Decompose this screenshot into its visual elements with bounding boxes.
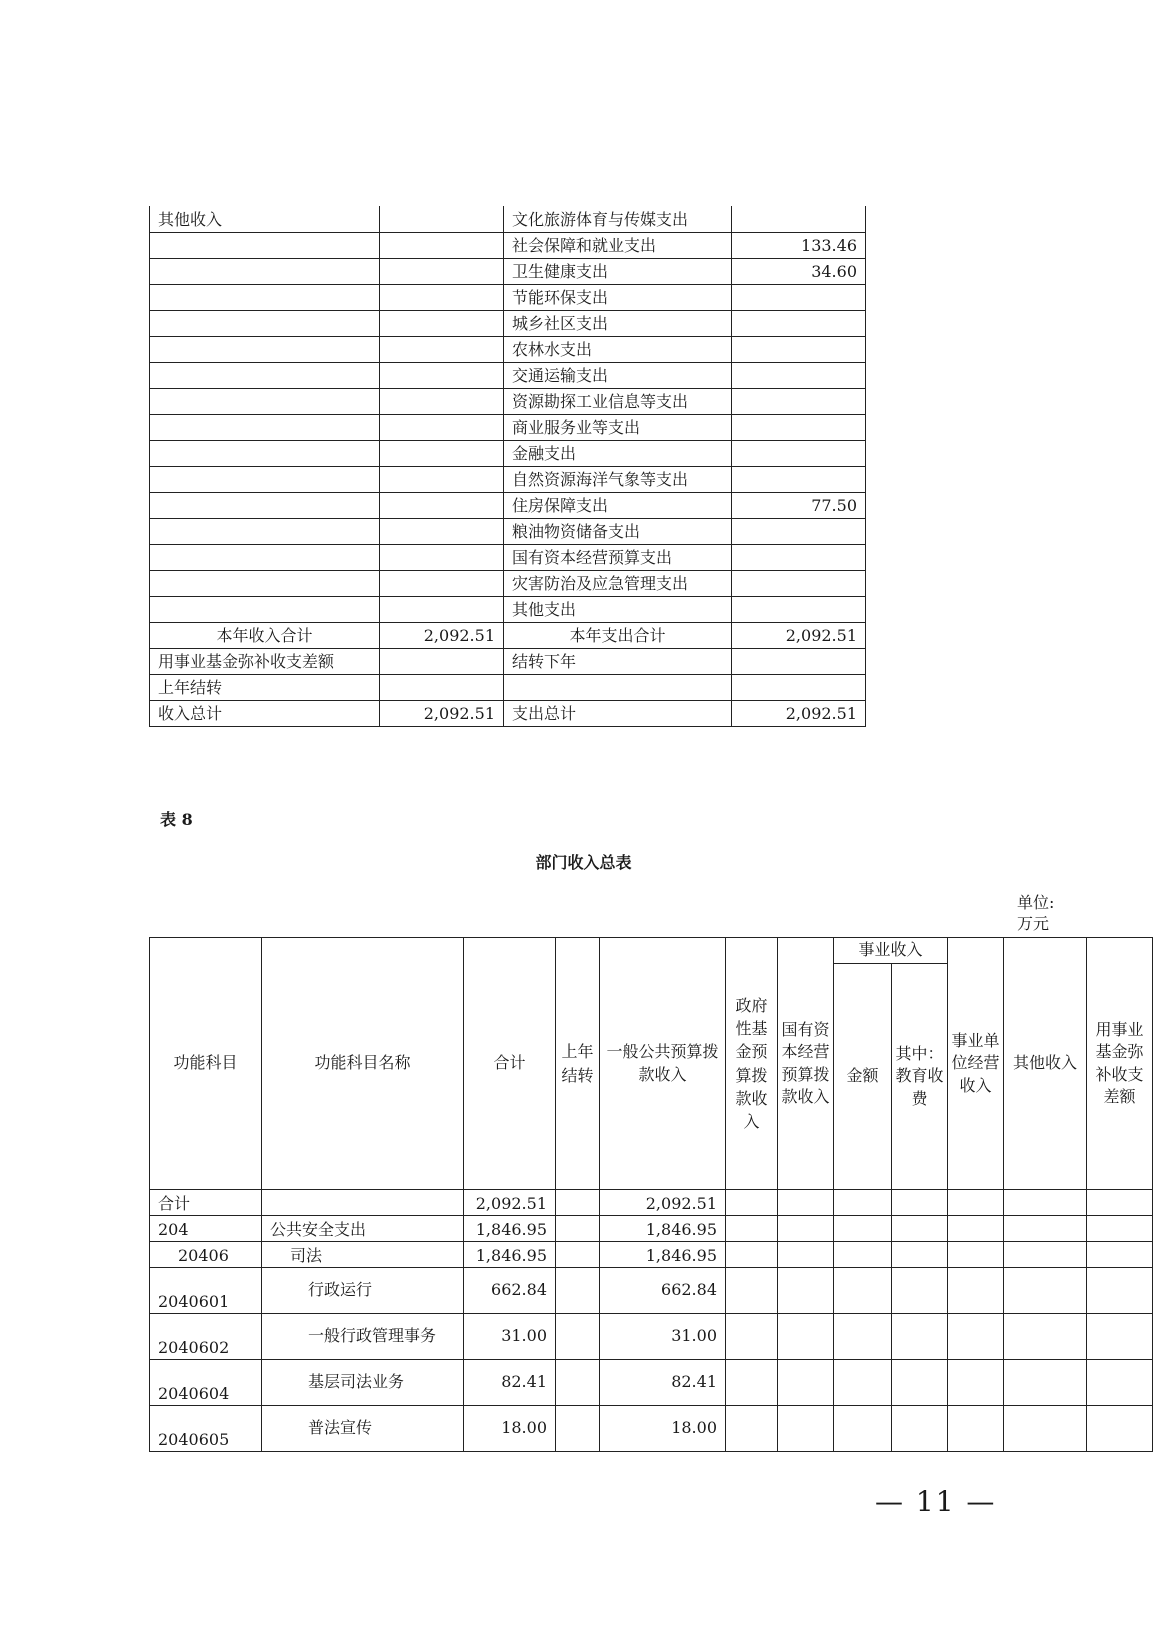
row-general: 31.00 <box>600 1314 726 1360</box>
row-other-income <box>1004 1216 1087 1242</box>
income-amount <box>380 284 504 310</box>
row-fund-offset <box>1087 1242 1153 1268</box>
row-code: 合计 <box>150 1190 262 1216</box>
row-carryover <box>556 1216 600 1242</box>
header-general-budget: 一般公共预算拨款收入 <box>600 938 726 1190</box>
header-name: 功能科目名称 <box>262 938 464 1190</box>
row-other-income <box>1004 1360 1087 1406</box>
row-unit-operating <box>948 1314 1004 1360</box>
row-unit-operating <box>948 1360 1004 1406</box>
income-item <box>150 570 380 596</box>
row-business-edu <box>892 1242 948 1268</box>
unit-label-line: 万元 <box>1017 913 1050 933</box>
income-item <box>150 388 380 414</box>
row-total: 1,846.95 <box>464 1242 556 1268</box>
table-row <box>150 570 866 596</box>
unit-label <box>1017 893 1054 935</box>
table-row <box>150 362 866 388</box>
row-other-income <box>1004 1406 1087 1452</box>
income-amount <box>380 544 504 570</box>
row-gov-fund <box>726 1360 778 1406</box>
row-name: 司法 <box>262 1242 464 1268</box>
expense-amount: 133.46 <box>732 232 866 258</box>
expense-item: 支出总计 <box>504 700 732 726</box>
income-amount <box>380 518 504 544</box>
income-amount: 2,092.51 <box>380 700 504 726</box>
income-expense-table <box>149 206 866 727</box>
row-total: 82.41 <box>464 1360 556 1406</box>
header-business-amount: 金额 <box>834 964 892 1190</box>
header-gov-fund: 政府性基金预算拨款收入 <box>726 938 778 1190</box>
row-fund-offset <box>1087 1314 1153 1360</box>
row-other-income <box>1004 1242 1087 1268</box>
income-item <box>150 440 380 466</box>
row-gov-fund <box>726 1268 778 1314</box>
expense-item: 国有资本经营预算支出 <box>504 544 732 570</box>
table-row <box>150 336 866 362</box>
row-carryover <box>556 1190 600 1216</box>
row-state-capital <box>778 1268 834 1314</box>
table-row-total <box>150 700 866 726</box>
income-amount <box>380 232 504 258</box>
row-fund-offset <box>1087 1216 1153 1242</box>
row-business-edu <box>892 1406 948 1452</box>
table-row <box>150 310 866 336</box>
row-business-amount <box>834 1242 892 1268</box>
row-gov-fund <box>726 1190 778 1216</box>
table-row <box>150 1360 1153 1406</box>
row-gov-fund <box>726 1406 778 1452</box>
unit-label-line: 单位: <box>1017 893 1055 912</box>
expense-item: 农林水支出 <box>504 336 732 362</box>
expense-item: 交通运输支出 <box>504 362 732 388</box>
expense-item: 自然资源海洋气象等支出 <box>504 466 732 492</box>
expense-item: 本年支出合计 <box>504 622 732 648</box>
row-state-capital <box>778 1406 834 1452</box>
income-amount <box>380 648 504 674</box>
table-row <box>150 518 866 544</box>
income-item: 其他收入 <box>150 206 380 232</box>
income-amount <box>380 310 504 336</box>
table-row <box>150 1242 1153 1268</box>
table-row <box>150 206 866 232</box>
expense-item: 结转下年 <box>504 648 732 674</box>
row-general: 1,846.95 <box>600 1242 726 1268</box>
expense-amount: 2,092.51 <box>732 622 866 648</box>
row-total: 2,092.51 <box>464 1190 556 1216</box>
expense-amount <box>732 206 866 232</box>
row-business-edu <box>892 1190 948 1216</box>
row-business-edu <box>892 1268 948 1314</box>
expense-item: 社会保障和就业支出 <box>504 232 732 258</box>
row-fund-offset <box>1087 1360 1153 1406</box>
table-row <box>150 492 866 518</box>
table-row <box>150 388 866 414</box>
expense-item: 粮油物资储备支出 <box>504 518 732 544</box>
table-row <box>150 466 866 492</box>
row-business-amount <box>834 1190 892 1216</box>
row-code: 2040605 <box>150 1406 262 1452</box>
income-amount <box>380 492 504 518</box>
row-business-edu <box>892 1314 948 1360</box>
row-business-edu <box>892 1360 948 1406</box>
row-total: 662.84 <box>464 1268 556 1314</box>
row-state-capital <box>778 1314 834 1360</box>
expense-amount <box>732 362 866 388</box>
row-state-capital <box>778 1216 834 1242</box>
row-unit-operating <box>948 1406 1004 1452</box>
row-unit-operating <box>948 1190 1004 1216</box>
row-general: 2,092.51 <box>600 1190 726 1216</box>
header-fund-offset: 用事业基金弥补收支差额 <box>1087 938 1153 1190</box>
income-amount: 2,092.51 <box>380 622 504 648</box>
income-amount <box>380 570 504 596</box>
income-amount <box>380 414 504 440</box>
row-business-amount <box>834 1406 892 1452</box>
row-general: 18.00 <box>600 1406 726 1452</box>
income-item: 本年收入合计 <box>150 622 380 648</box>
income-amount <box>380 440 504 466</box>
expense-amount <box>732 336 866 362</box>
row-carryover <box>556 1314 600 1360</box>
table-row <box>150 596 866 622</box>
expense-item: 商业服务业等支出 <box>504 414 732 440</box>
table-row <box>150 1314 1153 1360</box>
income-item: 用事业基金弥补收支差额 <box>150 648 380 674</box>
expense-amount <box>732 440 866 466</box>
income-item <box>150 362 380 388</box>
income-amount <box>380 258 504 284</box>
expense-item: 卫生健康支出 <box>504 258 732 284</box>
row-unit-operating <box>948 1268 1004 1314</box>
row-business-amount <box>834 1216 892 1242</box>
table-row <box>150 440 866 466</box>
header-carryover: 上年结转 <box>556 938 600 1190</box>
table-row <box>150 414 866 440</box>
income-item <box>150 284 380 310</box>
row-business-amount <box>834 1268 892 1314</box>
row-gov-fund <box>726 1314 778 1360</box>
table-row <box>150 1268 1153 1314</box>
income-item <box>150 544 380 570</box>
expense-item: 资源勘探工业信息等支出 <box>504 388 732 414</box>
expense-amount <box>732 310 866 336</box>
expense-amount <box>732 518 866 544</box>
header-unit-operating: 事业单位经营收入 <box>948 938 1004 1190</box>
expense-item: 节能环保支出 <box>504 284 732 310</box>
row-total: 1,846.95 <box>464 1216 556 1242</box>
row-business-amount <box>834 1360 892 1406</box>
expense-amount: 77.50 <box>732 492 866 518</box>
income-item <box>150 466 380 492</box>
income-amount <box>380 206 504 232</box>
row-general: 1,846.95 <box>600 1216 726 1242</box>
table-row <box>150 648 866 674</box>
row-general: 662.84 <box>600 1268 726 1314</box>
income-item: 收入总计 <box>150 700 380 726</box>
row-fund-offset <box>1087 1190 1153 1216</box>
income-amount <box>380 596 504 622</box>
row-name: 行政运行 <box>262 1268 464 1314</box>
table-row <box>150 1216 1153 1242</box>
income-amount <box>380 466 504 492</box>
table-row-subtotal <box>150 622 866 648</box>
row-name: 普法宣传 <box>262 1406 464 1452</box>
expense-amount <box>732 674 866 700</box>
expense-amount: 34.60 <box>732 258 866 284</box>
row-total: 18.00 <box>464 1406 556 1452</box>
expense-item: 金融支出 <box>504 440 732 466</box>
expense-item: 文化旅游体育与传媒支出 <box>504 206 732 232</box>
expense-item: 其他支出 <box>504 596 732 622</box>
page-number: — 11 — <box>875 1485 997 1518</box>
row-fund-offset <box>1087 1268 1153 1314</box>
header-total: 合计 <box>464 938 556 1190</box>
row-gov-fund <box>726 1242 778 1268</box>
expense-amount <box>732 596 866 622</box>
table-row <box>150 232 866 258</box>
expense-amount <box>732 570 866 596</box>
row-other-income <box>1004 1190 1087 1216</box>
row-unit-operating <box>948 1216 1004 1242</box>
income-amount <box>380 674 504 700</box>
row-other-income <box>1004 1268 1087 1314</box>
row-business-amount <box>834 1314 892 1360</box>
header-other-income: 其他收入 <box>1004 938 1087 1190</box>
row-state-capital <box>778 1242 834 1268</box>
row-code: 204 <box>150 1216 262 1242</box>
row-gov-fund <box>726 1216 778 1242</box>
row-other-income <box>1004 1314 1087 1360</box>
table-row <box>150 284 866 310</box>
expense-item: 灾害防治及应急管理支出 <box>504 570 732 596</box>
row-code: 2040602 <box>150 1314 262 1360</box>
income-item <box>150 310 380 336</box>
row-carryover <box>556 1268 600 1314</box>
income-item <box>150 414 380 440</box>
header-business-edu: 其中：教育收费 <box>892 964 948 1190</box>
expense-amount <box>732 648 866 674</box>
header-code: 功能科目 <box>150 938 262 1190</box>
row-total: 31.00 <box>464 1314 556 1360</box>
table-row <box>150 258 866 284</box>
row-name <box>262 1190 464 1216</box>
expense-item: 住房保障支出 <box>504 492 732 518</box>
income-amount <box>380 388 504 414</box>
table-row <box>150 1406 1153 1452</box>
row-name: 一般行政管理事务 <box>262 1314 464 1360</box>
table-label: 表 8 <box>160 810 193 829</box>
income-item <box>150 596 380 622</box>
row-carryover <box>556 1406 600 1452</box>
row-code: 2040601 <box>150 1268 262 1314</box>
header-business-income: 事业收入 <box>834 938 948 964</box>
row-fund-offset <box>1087 1406 1153 1452</box>
row-state-capital <box>778 1360 834 1406</box>
income-item <box>150 518 380 544</box>
row-code: 20406 <box>150 1242 262 1268</box>
table-row <box>150 544 866 570</box>
expense-amount <box>732 466 866 492</box>
header-state-capital: 国有资本经营预算拨款收入 <box>778 938 834 1190</box>
expense-amount <box>732 414 866 440</box>
row-carryover <box>556 1242 600 1268</box>
row-business-edu <box>892 1216 948 1242</box>
department-income-table <box>149 937 1153 1452</box>
income-item: 上年结转 <box>150 674 380 700</box>
expense-amount <box>732 388 866 414</box>
income-item <box>150 336 380 362</box>
income-amount <box>380 362 504 388</box>
row-general: 82.41 <box>600 1360 726 1406</box>
row-state-capital <box>778 1190 834 1216</box>
table-row <box>150 674 866 700</box>
row-name: 基层司法业务 <box>262 1360 464 1406</box>
expense-amount <box>732 284 866 310</box>
expense-item <box>504 674 732 700</box>
expense-amount: 2,092.51 <box>732 700 866 726</box>
row-name: 公共安全支出 <box>262 1216 464 1242</box>
row-carryover <box>556 1360 600 1406</box>
expense-amount <box>732 544 866 570</box>
header-row <box>150 938 1153 964</box>
table-row-total <box>150 1190 1153 1216</box>
row-code: 2040604 <box>150 1360 262 1406</box>
income-item <box>150 258 380 284</box>
income-amount <box>380 336 504 362</box>
income-item <box>150 492 380 518</box>
table-title: 部门收入总表 <box>535 853 632 872</box>
income-item <box>150 232 380 258</box>
row-unit-operating <box>948 1242 1004 1268</box>
expense-item: 城乡社区支出 <box>504 310 732 336</box>
